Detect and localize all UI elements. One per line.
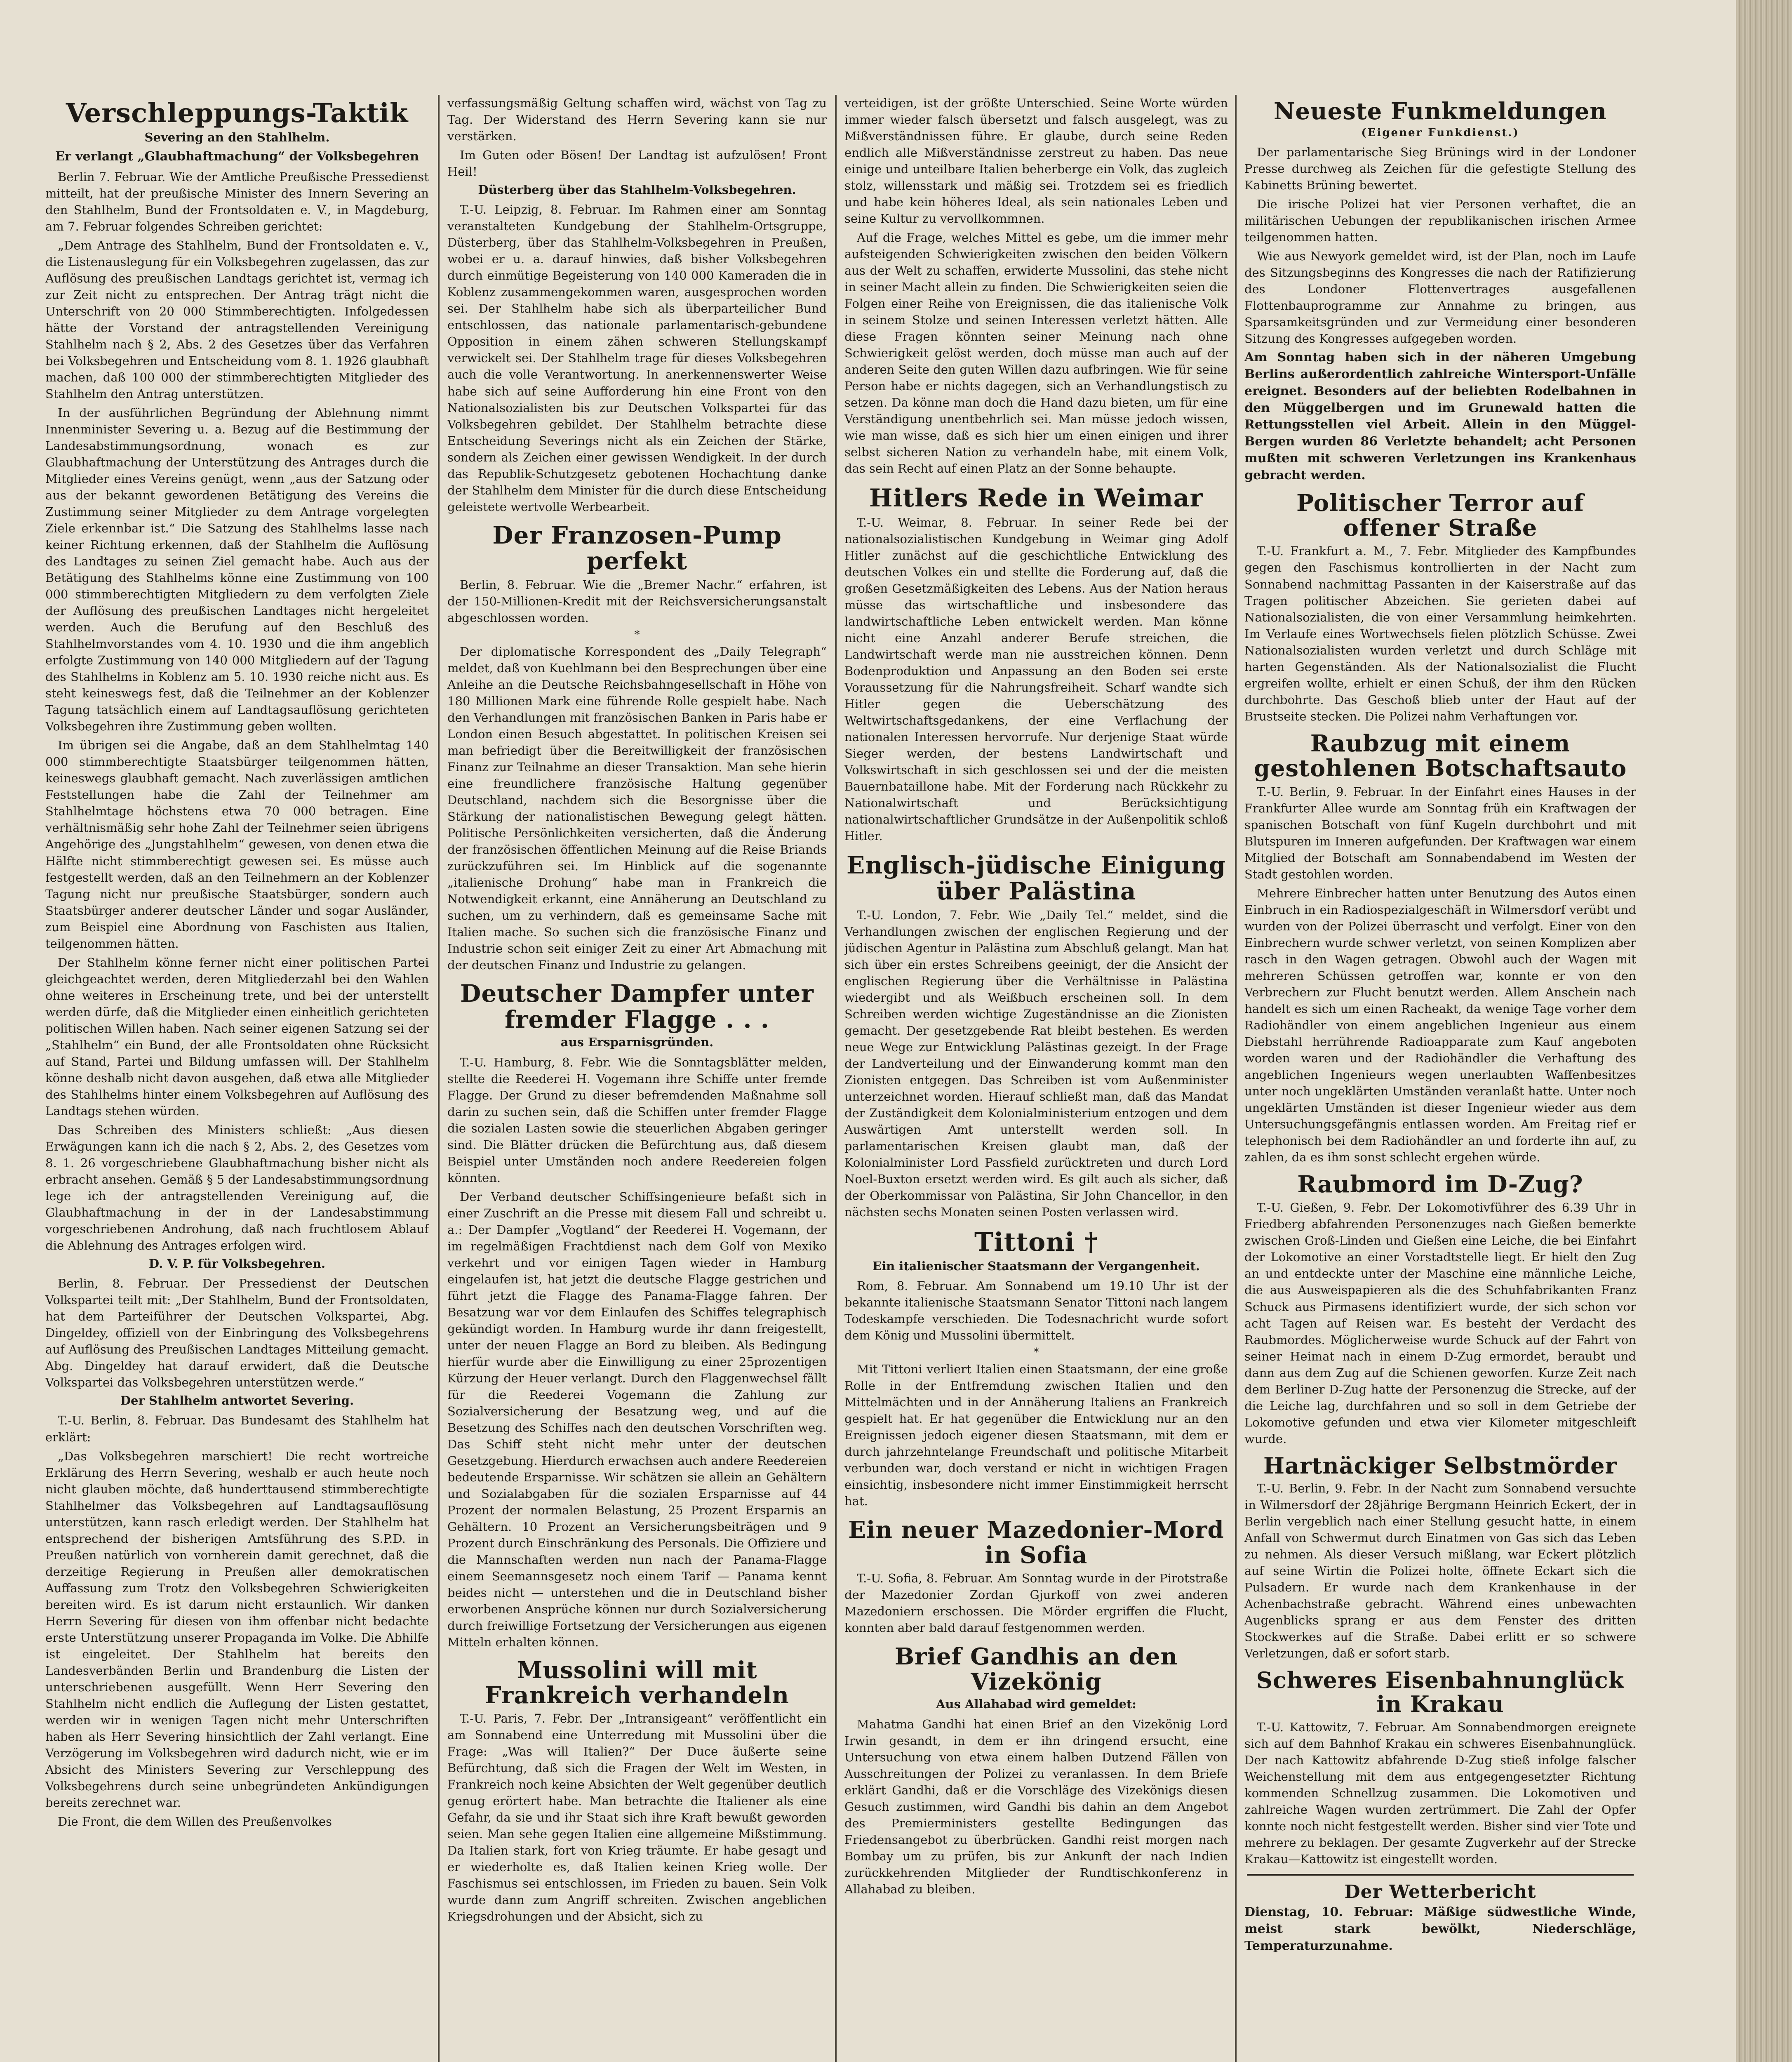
headline: Tittoni †: [974, 1227, 1098, 1257]
section-rule: [1247, 1874, 1634, 1876]
article-paragraph: T.-U. Berlin, 9. Febr. In der Nacht zum Sonnabend versuchte in Wilmersdorf der 28jährige Bergmann Heinrich Eckert, der in Berlin vergeblich nach einer Stellung gesucht hatte, in einem Anfall von Schwermut durch Einatmen von Gas sich das Leben zu nehmen. Als dieser Versuch mißlang, war Eckert plötzlich auf seine Wirtin die Polizei holte, öffnete Eckart sich die Pulsadern. Er wurde nach dem Krankenhause in der Achenbachstraße gebracht. Während eines unbewachten Augenblicks sprang er aus dem Fenster des dritten Stockwerkes auf die Straße. Dabei erlitt er so schwere Verletzungen, daß er sofort starb.: [1244, 1481, 1636, 1661]
article-paragraph: Wie aus Newyork gemeldet wird, ist der Plan, noch im Laufe des Sitzungsbeginns des Kongresses die nach der Ratifizierung des Londoner Flottenvertrages ausgefallenen Flottenbauprogramme zur Annahme zu bringen, aus Sparsamkeitsgründen und zur Vermeidung einer besonderen Sitzung des Kongresses aufgegeben worden.: [1244, 249, 1636, 346]
headline: Der Franzosen-Pump perfekt: [492, 521, 782, 575]
article-paragraph: „Dem Antrage des Stahlhelm, Bund der Frontsoldaten e. V., die Listenauslegung für ein Volksbegehren zugelassen, das zur Auflösung des preußischen Landtags gerichtet ist, vermag ich zur Zeit nicht zu entsprechen. Der Antrag trägt nicht die Unterschrift von 20 000 Stimmberechtigten. Infolgedessen hätte der Vorstand der antragstellenden Vereinigung Stahlhelm nach § 2, Abs. 2 des Gesetzes über das Verfahren bei Volksbegehren und Entscheidung vom 8. 1. 1926 glaubhaft machen, daß 100 000 der stimmberechtigten Mitglieder des Stahlhelm den Antrag unterstützen.: [45, 238, 429, 401]
article-paragraph: T.-U. Leipzig, 8. Februar. Im Rahmen einer am Sonntag veranstalteten Kundgebung der Stahlhelm-Ortsgruppe, Düsterberg, über das Stahlhelm-Volksbegehren in Preußen, wobei er u. a. darauf hinwies, daß bisher Volksbegehren durch einmütige Begeisterung von 140 000 Kameraden die in Koblenz zusammengekommen waren, ausgesprochen worden sei. Der Stahlhelm habe sich als überparteilicher Bund entschlossen, das nationale parlamentarisch-gebundene Opposition in einem zähen schweren Stellungskampf verwickelt sei. Der Stahlhelm trage für dieses Volksbegehren auch die volle Verantwortung. In anerkennenswerter Weise habe sich auf seine Aufforderung hin eine Front von den Nationalsozialisten bis zur Deutschen Volkspartei für das Volksbegehren gebildet. Der Stahlhelm betrachte diese Entscheidung Severings nicht als ein Zeichen der Stärke, sondern als Zeichen einer gewissen Wendigkeit. In der durch das Republik-Schutzgesetz gebotenen Hochachtung danke der Stahlhelm dem Minister für die durch diese Entscheidung geleistete wertvolle Werbearbeit.: [447, 202, 827, 514]
article-paragraph: T.-U. Gießen, 9. Febr. Der Lokomotivführer des 6.39 Uhr in Friedberg abfahrenden Personenzuges nach Gießen bemerkte zwischen Groß-Linden und Gießen eine Leiche, die bei Einfahrt der Lokomotive an einer Vorstadtstelle liegt. Er hielt den Zug an und entdeckte unter der Maschine eine männliche Leiche, die aus Ausweispapieren als die des Schuhfabrikanten Franz Schuck aus Pirmasens identifiziert wurde, der sich schon vor acht Tagen auf Reisen war. Es besteht der Verdacht des Raubmordes. Möglicherweise wurde Schuck auf der Fahrt von seiner Heimat nach in einem D-Zug ermordet, beraubt und dann aus dem Zug auf die Schienen geworfen. Kurze Zeit nach dem Berliner D-Zug hatte der Personenzug die Strecke, auf der die Leiche lag, durchfahren und so soll in dem Getriebe der Lokomotive gefunden und etwa vier Kilometer mitgeschleift wurde.: [1244, 1200, 1636, 1446]
article-paragraph: verfassungsmäßig Geltung schaffen wird, wächst von Tag zu Tag. Der Widerstand des Herrn Severing kann sie nur verstärken.: [447, 96, 827, 144]
column-2: [447, 95, 827, 2062]
article-paragraph: Mehrere Einbrecher hatten unter Benutzung des Autos einen Einbruch in ein Radiospezialgeschäft in Wilmersdorf verübt und wurden von der Polizei überrascht und verfolgt. Einer von den Einbrechern wurde schwer verletzt, von seinen Komplizen aber rasch in den Wagen getragen. Obwohl auch der Wagen mit mehreren Schüssen getroffen war, konnte er von den Verbrechern zur Flucht benutzt werden. Allem Anschein nach handelt es sich um einen Racheakt, da wenige Tage vorher dem Radiohändler von einem angeblichen Ingenieur aus einem Diebstahl herrührende Radioapparate zum Kauf angeboten worden waren und der Radiohändler die Verhaftung des angeblichen Ingenieurs wegen unerlaubten Waffenbesitzes unter noch ungeklärten Umständen veranlaßt hatte. Unter noch ungeklärten Umständen ist dieser Ingenieur wieder aus dem Untersuchungsgefängnis entlassen worden. Am Freitag rief er telephonisch bei dem Radiohändler an und forderte ihn auf, zu zahlen, da es ihm sonst schlecht ergehen würde.: [1244, 886, 1636, 1164]
column-1: [45, 95, 429, 2062]
headline: Mussolini will mit Frankreich verhandeln: [485, 1657, 789, 1709]
headline: Raubmord im D-Zug?: [1297, 1170, 1583, 1198]
article-paragraph: In der ausführlichen Begründung der Ablehnung nimmt Innenminister Severing u. a. Bezug auf die Bestimmung der Landesabstimmungsordnung, wonach es zur Glaubhaftmachung der Unterstützung des Antrages durch die Mitglieder eines Vereins genügt, wenn „aus der Satzung oder aus der bekannt gewordenen Betätigung des Vereins die Zustimmung seiner Mitglieder zu dem Antrage vorgelegten Ziele erkennbar ist.“ Die Satzung des Stahlhelms lasse nach keiner Richtung erkennen, daß der Stahlhelm die Auflösung des Landtages zu seinen Ziel gemacht habe. Auch aus der Betätigung des Stahlhelms könne eine Zustimmung von 100 000 stimmberechtigten Mitgliedern zu dem verfolgten Ziele der Auflösung des preußischen Landtages nicht hergeleitet werden. Auch die Berufung auf den Beschluß des Stahlhelmvorstandes vom 4. 10. 1930 und die ihm angeblich erfolgte Zustimmung von 140 000 Mitgliedern auf der Tagung des Stahlhelms in Koblenz am 5. 10. 1930 reiche nicht aus. Es steht keineswegs fest, daß die Teilnehmer an der Koblenzer Tagung tatsächlich einem auf Landtagsauflösung gerichteten Volksbegehren ihre Zustimmung geben wollten.: [45, 406, 429, 734]
article-paragraph: T.-U. Frankfurt a. M., 7. Febr. Mitglieder des Kampfbundes gegen den Faschismus kontrollierten in der Nacht zum Sonnabend nachmittag Passanten in der Kaiserstraße auf das Tragen politischer Abzeichen. Sie gerieten dabei auf Nationalsozialisten, die von einer Versammlung heimkehrten. Im Verlaufe eines Wortwechsels fielen plötzlich Schüsse. Zwei Nationalsozialisten wurden verletzt und durch Schläge mit harten Gegenständen. Als der Nationalsozialist die Flucht ergreifen wollte, erhielt er einen Schuß, der ihm den Rücken durchbohrte. Das Geschoß blieb unter der Haut auf der Brustseite stecken. Die Polizei nahm Verhaftungen vor.: [1244, 544, 1636, 723]
article-paragraph: T.-U. Paris, 7. Febr. Der „Intransigeant“ veröffentlicht ein am Sonnabend eine Unterredung mit Mussolini über die Frage: „Was will Italien?“ Der Duce äußerte seine Befürchtung, daß sich die Fragen der Welt im Westen, in Frankreich noch keine Absichten der Welt gegenüber deutlich genug erörtert habe. Man betrachte die Italiener als eine Gefahr, da sie und ihr Staat sich ihre Kraft bewußt geworden seien. Man sehe gegen Italien eine allgemeine Mißstimmung. Da Italien stark, fort von Krieg träumte. Er habe gesagt und er wiederholte es, daß Italien keinen Krieg wolle. Der Faschismus sei entschlossen, im Frieden zu bauen. Sein Volk wurde dann zum Angriff schreiten. Zwischen angeblichen Kriegsdrohungen und der Absicht, sich zu: [447, 1711, 827, 1924]
subheadline: aus Ersparnisgründen.: [560, 1035, 714, 1050]
column-3: [844, 95, 1228, 2062]
headline: Hitlers Rede in Weimar: [869, 484, 1204, 513]
headline: Raubzug mit einem gestohlenen Botschaftsauto: [1253, 730, 1627, 782]
article-paragraph: Berlin, 8. Februar. Wie die „Bremer Nachr.“ erfahren, ist der 150-Millionen-Kredit mit der Reichsversicherungsanstalt abgeschlossen worden.: [447, 577, 827, 625]
headline: Deutscher Dampfer unter fremder Flagge . . .: [460, 979, 814, 1033]
subheadline: Düsterberg über das Stahlhelm-Volksbegehren.: [478, 183, 796, 197]
subheadline: Der Stahlhelm antwortet Severing.: [120, 1393, 354, 1408]
article-paragraph: Am Sonntag haben sich in der näheren Umgebung Berlins außerordentlich zahlreiche Wintersport-Unfälle ereignet. Besonders auf der beliebten Rodelbahnen in den Müggelbergen und im Grunewald hatten die Rettungsstellen viel Arbeit. Allein in den Müggel-Bergen wurden 86 Verletzte behandelt; acht Personen mußten mit schweren Verletzungen ins Krankenhaus gebracht werden.: [1244, 350, 1636, 483]
headline: Verschleppungs-Taktik: [66, 98, 409, 129]
headline: Englisch-jüdische Einigung über Palästina: [846, 851, 1226, 906]
article-paragraph: Im übrigen sei die Angabe, daß an dem Stahlhelmtag 140 000 stimmberechtigte Staatsbürger teilgenommen hätten, keineswegs glaubhaft gemacht. Nach zuverlässigen amtlichen Feststellungen habe die Zahl der Teilnehmer am Stahlhelmtage höchstens etwa 70 000 betragen. Eine verhältnismäßig sehr hohe Zahl der Teilnehmer seien übrigens Angehörige des „Jungstahlhelm“ gewesen, von denen etwa die Hälfte nicht stimmberechtigt gewesen sei. Es müsse auch festgestellt werden, daß an den Teilnehmern an der Koblenzer Tagung nicht nur preußische Staatsbürger, sondern auch Staatsbürger anderer deutscher Länder und sogar Ausländer, zum Beispiel eine Abordnung von Faschisten aus Italien, teilgenommen hätten.: [45, 738, 429, 951]
article-paragraph: Auf die Frage, welches Mittel es gebe, um die immer mehr aufsteigenden Schwierigkeiten zwischen den beiden Völkern aus der Welt zu schaffen, erwiderte Mussolini, das stehe nicht in seiner Macht allein zu finden. Die Schwierigkeiten seien die Folgen einer Reihe von Ereignissen, die das italienische Volk in seinem Stolze und seinen Interessen verletzt hätten. Alle diese Fragen könnten seiner Meinung nach ohne Schwierigkeit gelöst werden, doch müsse man auch auf der anderen Seite den guten Willen dazu aufbringen. Wie für seine Person habe er nichts dagegen, sich an Verhandlungstisch zu setzen. Da könne man doch die Hand dazu bieten, um für eine Verständigung unentbehrlich sei. Man müsse jedoch wissen, wie man wisse, daß es sich hier um einen einigen und ihrer selbst sicheren Nation zu verhandeln habe, mit einem Volk, das sein Recht auf einen Platz an der Sonne behaupte.: [844, 231, 1228, 476]
column-rule: [835, 95, 837, 2062]
article-paragraph: Berlin 7. Februar. Wie der Amtliche Preußische Pressedienst mitteilt, hat der preußische Minister des Innern Severing an den Stahlhelm, Bund der Frontsoldaten e. V., in Magdeburg, am 7. Februar folgendes Schreiben gerichtet:: [45, 169, 429, 233]
article-paragraph: „Das Volksbegehren marschiert! Die recht wortreiche Erklärung des Herrn Severing, weshalb er auch heute noch nicht glauben möchte, daß hunderttausend stimmberechtigte Stahlhelmer das Volksbegehren auf Landtagsauflösung unterstützen, kann rasch erledigt werden. Der Stahlhelm hat entsprechend der bisherigen Amtsführung des S.P.D. in Preußen natürlich von vornherein damit gerechnet, daß die derzeitige Regierung in Preußen aller demokratischen Auffassung zum Trotz den Volksbegehren Schwierigkeiten bereiten wird. Es ist darum nicht erstaunlich. Wir danken Herrn Severing für diesen von ihm offenbar nicht bedachte erste Unterstützung unserer Propaganda im Volke. Die Abhilfe ist eingeleitet. Der Stahlhelm hat bereits den Landesverbänden Berlin und Brandenburg die Listen der unterschriebenen ausgefüllt. Wenn Herr Severing den Stahlhelm nicht endlich die Auflegung der Listen gestattet, werden wir in wenigen Tagen nicht mehr Unterschriften haben als Herr Severing hinsichtlich der Zahl verlangt. Eine Verzögerung im Volksbegehren wird dadurch nicht, wie er im Absicht des Ministers Severing zur Verschleppung des Volksbegehrens durch seine unbegründeten Ankündigungen bereits zerechnet war.: [45, 1449, 429, 1810]
separator-star: *: [634, 628, 640, 641]
subheadline: Er verlangt „Glaubhaftmachung“ der Volksbegehren: [55, 149, 419, 164]
article-paragraph: Das Schreiben des Ministers schließt: „Aus diesen Erwägungen kann ich die nach § 2, Abs. 2, des Gesetzes vom 8. 1. 26 vorgeschriebene Glaubhaftmachung bisher nicht als erbracht ansehen. Gemäß § 5 der Landesabstimmungsordnung lege ich der antragstellenden Vereinigung auf, die Glaubhaftmachung in der in der Landesabstimmung vorgeschriebenen Androhung, daß nach fruchtlosem Ablauf die Ablehnung des Antrages erfolgen wird.: [45, 1123, 429, 1252]
article-paragraph: Im Guten oder Bösen! Der Landtag ist aufzulösen! Front Heil!: [447, 148, 827, 179]
headline: Brief Gandhis an den Vizekönig: [894, 1643, 1178, 1695]
article-paragraph: Der Verband deutscher Schiffsingenieure befaßt sich in einer Zuschrift an die Presse mit diesem Fall und schreibt u. a.: Der Dampfer „Vogtland“ der Reederei H. Vogemann, der im regelmäßigen Frachtdienst nach dem Golf von Mexiko verkehrt und vor einigen Tagen wieder in Hamburg eingelaufen ist, hat jetzt die deutsche Flagge gestrichen und führt jetzt die Flagge des Panama-Flagge fahren. Der Besatzung war vor dem Einlaufen des Schiffes telegraphisch gekündigt worden. In Hamburg wurde ihr dann freigestellt, unter der neuen Flagge an Bord zu bleiben. Als Bedingung hierfür wurde aber die Einwilligung zu einer 25prozentigen Kürzung der Heuer verlangt. Durch den Flaggenwechsel fällt für die Reederei Vogemann die Zahlung zur Sozialversicherung der Besatzung weg, und auf die Besetzung des Schiffes nach den deutschen Vorschriften weg. Das Schiff steht nicht mehr unter der deutschen Gesetzgebung. Hierdurch erwachsen auch andere Reedereien bedeutende Ersparnisse. Wir schätzen sie allein an Gehältern und Sozialabgaben für die sozialen Ersparnisse auf 44 Prozent der normalen Belastung, 25 Prozent Ersparnis an Gehältern. 10 Prozent an Versicherungsbeiträgen und 9 Prozent durch Einschränkung des Personals. Die Offiziere und die Mannschaften werden nun nach der Panama-Flagge einem Seemannsgesetz noch einem Tarif — Panama kennt beides nicht — unterstehen und die in Deutschland bisher erworbenen Ansprüche können nur durch Sozialversicherung durch freiwillige Fortsetzung der Versicherungen aus eigenen Mitteln erhalten können.: [447, 1189, 827, 1650]
article-paragraph: T.-U. Berlin, 8. Februar. Das Bundesamt des Stahlhelm hat erklärt:: [45, 1413, 429, 1444]
article-paragraph: Die Front, die dem Willen des Preußenvolkes: [58, 1814, 332, 1829]
separator-star: *: [1033, 1346, 1039, 1359]
headline: Neueste Funkmeldungen: [1274, 98, 1607, 125]
article-paragraph: Der diplomatische Korrespondent des „Daily Telegraph“ meldet, daß von Kuehlmann bei den Besprechungen über eine Anleihe an die Deutsche Reichsbahngesellschaft in Höhe von 180 Millionen Mark eine führende Rolle gespielt habe. Nach den Verhandlungen mit französischen Banken in Paris habe er London einen Besuch abgestattet. In politischen Kreisen sei man befriedigt über die Bereitwilligkeit der französischen Finanz zur Teilnahme an dieser Transaktion. Man sehe hierin eine freundlichere französische Haltung gegenüber Deutschland, nachdem sich die Besorgnisse über die Stärkung der nationalistischen Bewegung gelegt hätten. Politische Persönlichkeiten versicherten, daß die Änderung der französischen öffentlichen Meinung auf die Reise Briands zurückzuführen sei. Im Hinblick auf die sogenannte „italienische Drohung“ habe man in Frankreich die Notwendigkeit erkannt, eine Annäherung an Deutschland zu suchen, um zu verhindern, daß es gemeinsame Sache mit Italien mache. So suchen sich die französische Finanz und Industrie schon seit einiger Zeit zu einer Art Abmachung mit der deutschen Finanz und Industrie zu gelangen.: [447, 644, 827, 972]
article-paragraph: T.-U. Sofia, 8. Februar. Am Sonntag wurde in der Pirotstraße der Mazedonier Zordan Gjurkoff von zwei anderen Mazedoniern erschossen. Die Mörder ergriffen die Flucht, konnten aber bald darauf festgenommen werden.: [844, 1571, 1228, 1635]
article-paragraph: Die irische Polizei hat vier Personen verhaftet, die an militärischen Uebungen der republikanischen irischen Armee teilgenommen hatten.: [1244, 197, 1636, 245]
column-rule: [1235, 95, 1237, 2062]
article-paragraph: Mahatma Gandhi hat einen Brief an den Vizekönig Lord Irwin gesandt, in dem er ihn dringend ersucht, eine Untersuchung von etwa einem halben Dutzend Fällen von Ausschreitungen der Polizei zu veranlassen. In dem Briefe erklärt Gandhi, daß er die Vorschläge des Vizekönigs diesen Gesuch zustimmen, wird Gandhi bis dahin an dem Angebot des Premierministers gestellte Bedingungen das Friedensangebot zu überbrücken. Gandhi reist morgen nach Bombay um zu prüfen, bis zur Ankunft der nach Indien zurückkehrenden Mitglieder der Rundtischkonferenz in Allahabad zu bleiben.: [844, 1717, 1228, 1896]
article-paragraph: Mit Tittoni verliert Italien einen Staatsmann, der eine große Rolle in der Entfremdung zwischen Italien und den Mittelmächten und in der Annäherung Italiens an Frankreich gespielt hat. Er hat gegenüber die Entwicklung nur an den Ereignissen jedoch eigener diesen Staatsmann, mit dem er durch jahrzehntelange Freundschaft und politische Mitarbeit verbunden war, doch verstand er nicht in wichtigen Fragen einsichtig, insbesondere nicht immer Einstimmigkeit herrscht hat.: [844, 1362, 1228, 1509]
headline: Ein neuer Mazedonier-Mord in Sofia: [848, 1516, 1224, 1569]
column-rule: [438, 95, 440, 2062]
article-paragraph: T.-U. Kattowitz, 7. Februar. Am Sonnabendmorgen ereignete sich auf dem Bahnhof Krakau ein schweres Eisenbahnunglück. Der nach Kattowitz abfahrende D-Zug stieß infolge falscher Weichenstellung mit dem aus entgegengesetzter Richtung kommenden Schnellzug zusammen. Die Lokomotiven und zahlreiche Wagen wurden zertrümmert. Die Zahl der Opfer konnte noch nicht festgestellt werden. Bisher sind vier Tote und mehrere zu beklagen. Der gesamte Zugverkehr auf der Strecke Krakau—Kattowitz ist eingestellt worden.: [1244, 1720, 1636, 1866]
subheadline: Ein italienischer Staatsmann der Vergangenheit.: [872, 1259, 1200, 1273]
headline: Der Wetterbericht: [1344, 1881, 1536, 1902]
page-edge: [1736, 0, 1792, 2062]
article-paragraph: T.-U. Weimar, 8. Februar. In seiner Rede bei der nationalsozialistischen Kundgebung in Weimar ging Adolf Hitler zunächst auf die geschichtliche Entwicklung des deutschen Volkes ein und stellte die Forderung auf, daß die großen Gesetzmäßigkeiten des Lebens. Aus der Nation heraus müsse das wirtschaftliche und insbesondere das landwirtschaftliche Leben entwickelt werden. Man könne nicht eine Anzahl anderer Berufe streichen, die Landwirtschaft werde man nie ausstreichen können. Denn Bodenproduktion und Anpassung an den Boden sei erste Voraussetzung für die Nahrungsfreiheit. Scharf wandte sich Hitler gegen die Ueberschätzung des Weltwirtschaftsgedankens, der eine Verflachung der nationalen Interessen hervorrufe. Nur derjenige Staat würde Sieger werden, der bestens Landwirtschaft und Volkswirtschaft in sich geschlossen sei und der die meisten Bauernbataillone habe. Mit der Forderung nach Rückkehr zu Nationalwirtschaft und Berücksichtigung nationalwirtschaftlicher Grundsätze in der Außenpolitik schloß Hitler.: [844, 516, 1228, 843]
subheadline: Aus Allahabad wird gemeldet:: [936, 1697, 1136, 1711]
article-paragraph: T.-U. London, 7. Febr. Wie „Daily Tel.“ meldet, sind die Verhandlungen zwischen der englischen Regierung und der jüdischen Agentur in Palästina zum Abschluß gelangt. Man hat sich über ein erstes Schreibens geeinigt, der die Ansicht der englischen Regierung über die Verhältnisse in Palästina wiedergibt und als Weißbuch erscheinen soll. In dem Schreiben werden wichtige Zugeständnisse an die Zionisten gemacht. Der gesetzgebende Rat bleibt bestehen. Es werden neue Wege zur Entwicklung Palästinas gezeigt. In der Frage der Landverteilung und der Einwanderung kommt man den Zionisten entgegen. Das Schreiben ist vom Außenminister unterzeichnet worden. Hierauf schließt man, daß das Mandat der Zuständigkeit dem Kolonialministerium entzogen und dem Auswärtigen Amt unterstellt werden soll. In parlamentarischen Kreisen glaubt man, daß der Kolonialminister Lord Passfield zurücktreten und durch Lord Noel-Buxton ersetzt werden wird. Es gilt auch als sicher, daß der Oberkommissar von Palästina, Sir John Chancellor, in den nächsten sechs Monaten seinen Posten verlassen wird.: [844, 908, 1228, 1219]
headline: Schweres Eisenbahnunglück in Krakau: [1256, 1667, 1625, 1718]
subheadline: D. V. P. für Volksbegehren.: [148, 1256, 326, 1271]
column-4: [1244, 95, 1636, 2062]
article-paragraph: T.-U. Berlin, 9. Februar. In der Einfahrt eines Hauses in der Frankfurter Allee wurde am Sonntag früh ein Kraftwagen der spanischen Botschaft von fünf Kugeln durchbohrt und mit Blutspuren im Inneren aufgefunden. Der Kraftwagen war einem Mitglied der Botschaft am Sonnabendabend im Westen der Stadt gestohlen worden.: [1244, 784, 1636, 881]
article-paragraph: T.-U. Hamburg, 8. Febr. Wie die Sonntagsblätter melden, stellte die Reederei H. Vogemann ihre Schiffe unter fremde Flagge. Der Grund zu dieser befremdenden Maßnahme soll darin zu suchen sein, daß die Schiffen unter fremder Flagge die sozialen Lasten sowie die steuerlichen Abgaben geringer sind. Die Blätter drücken die Befürchtung aus, daß diesem Beispiel unter Umständen noch andere Reedereien folgen könnten.: [447, 1055, 827, 1185]
headline: Hartnäckiger Selbstmörder: [1263, 1452, 1617, 1479]
headline: Politischer Terror auf offener Straße: [1296, 489, 1584, 541]
article-paragraph: Rom, 8. Februar. Am Sonnabend um 19.10 Uhr ist der bekannte italienische Staatsmann Senator Tittoni nach langem Todeskampfe verschieden. Die Todesnachricht wurde sofort dem König und Mussolini übermittelt.: [844, 1279, 1228, 1343]
subheadline: Severing an den Stahlhelm.: [144, 130, 330, 145]
article-paragraph: Der parlamentarische Sieg Brünings wird in der Londoner Presse durchweg als Zeichen für die gefestigte Stellung des Kabinetts Brüning bewertet.: [1244, 145, 1636, 192]
weather-report: Dienstag, 10. Februar: Mäßige südwestliche Winde, meist stark bewölkt, Niederschläge, Temperaturzunahme.: [1244, 1905, 1636, 1953]
article-paragraph: verteidigen, ist der größte Unterschied. Seine Worte würden immer wieder falsch übersetzt und falsch ausgelegt, was zu Mißverständnissen führe. Er glaube, durch seine Reden endlich alle Mißverständnisse zerstreut zu haben. Das neue einige und unteilbare Italien beherberge ein Volk, das zugleich stolz, willensstark und mäßig sei. Trotzdem sei es friedlich und habe kein höheres Ideal, als sein nationales Leben und seine Kultur zu vervollkommnen.: [844, 96, 1228, 226]
article-paragraph: Der Stahlhelm könne ferner nicht einer politischen Partei gleichgeachtet werden, deren Mitgliederzahl bei den Wahlen ohne weiteres in Erscheinung trete, und bei der unterstellt werden dürfe, daß die Mitglieder einen einheitlich gerichteten politischen Willen haben. Nach seiner eigenen Satzung sei der „Stahlhelm“ ein Bund, der alle Frontsoldaten ohne Rücksicht auf Stand, Partei und Bildung umfassen will. Der Stahlhelm könne deshalb nicht davon ausgehen, daß etwa alle Mitglieder des Stahlhelms hinter einem Volksbegehren auf Auflösung des Landtags stehen würden.: [45, 955, 429, 1118]
article-paragraph: Berlin, 8. Februar. Der Pressedienst der Deutschen Volkspartei teilt mit: „Der Stahlhelm, Bund der Frontsoldaten, hat dem Parteiführer der Deutschen Volkspartei, Abg. Dingeldey, offiziell von der Einbringung des Volksbegehrens auf Auflösung des Preußischen Landtages Mitteilung gemacht. Abg. Dingeldey hat darauf erwidert, daß die Deutsche Volkspartei das Volksbegehren unterstützen werde.“: [45, 1276, 429, 1390]
subheadline: (Eigener Funkdienst.): [1361, 127, 1519, 139]
